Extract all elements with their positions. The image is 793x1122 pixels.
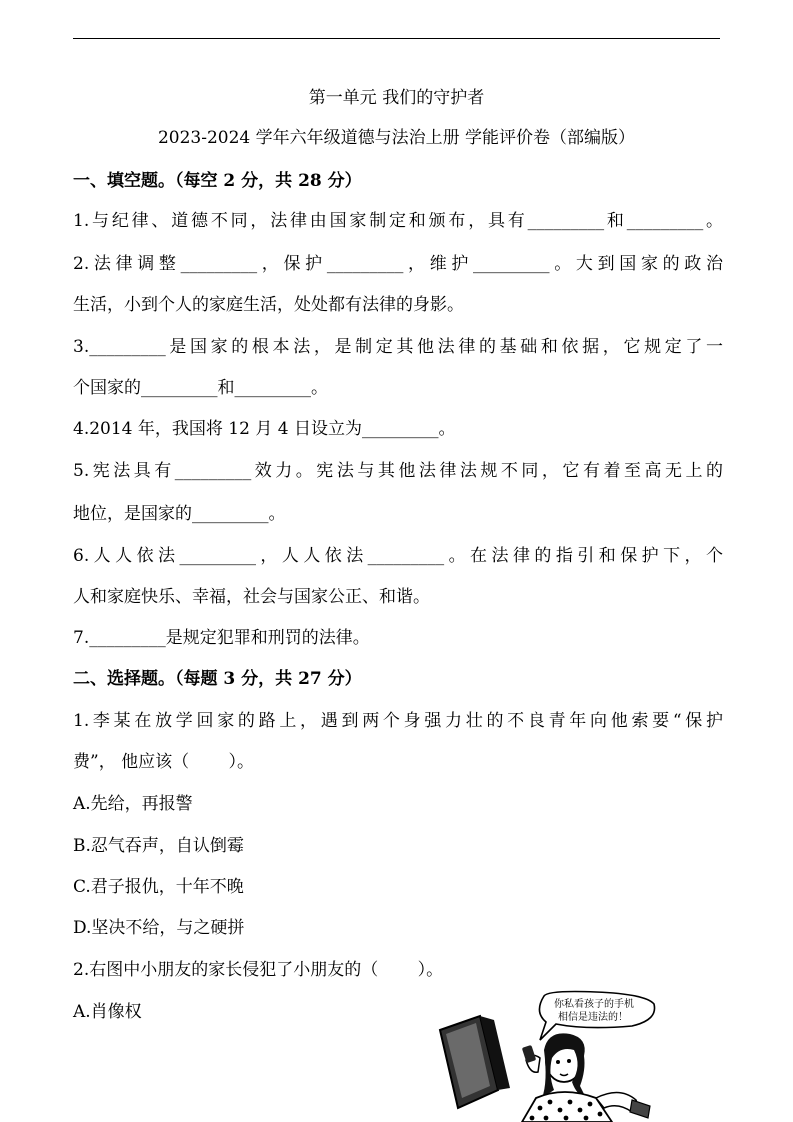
question-line: 人和家庭快乐、幸福，社会与国家公正、和谐。 — [73, 587, 430, 607]
speech-bubble-line: 相信是违法的！ — [558, 1012, 628, 1023]
question-line: 1.与纪律、道德不同，法律由国家制定和颁布，具有_________和_________。 — [73, 211, 723, 231]
question-line: 6.人人依法_________，人人依法_________。在法律的指引和保护下，个 — [73, 546, 723, 566]
question-line: 2.法律调整_________，保护_________，维护_________。大到国家的政治 — [73, 254, 723, 274]
question-line: 4.2014 年，我国将 12 月 4 日设立为_________。 — [73, 419, 456, 439]
option-a: A.肖像权 — [73, 1002, 142, 1022]
exam-title: 2023-2024 学年六年级道德与法治上册 学能评价卷（部编版） — [157, 128, 636, 148]
cartoon-illustration — [436, 990, 660, 1122]
question-stem: 2.右图中小朋友的家长侵犯了小朋友的（ ）。 — [73, 960, 444, 980]
option-a: A.先给，再报警 — [73, 794, 193, 814]
question-line: 7._________是规定犯罪和刑罚的法律。 — [73, 628, 370, 648]
question-line: 个国家的_________和_________。 — [73, 378, 328, 398]
question-line: 地位，是国家的_________。 — [73, 504, 286, 524]
question-line: 3._________是国家的根本法，是制定其他法律的基础和依据，它规定了一 — [73, 337, 723, 357]
option-d: D.坚决不给，与之硬拼 — [73, 918, 245, 938]
question-stem: 费”， 他应该（ ）。 — [73, 752, 254, 772]
option-c: C.君子报仇，十年不晚 — [73, 877, 244, 897]
question-stem: 1.李某在放学回家的路上，遇到两个身强力壮的不良青年向他索要“保护 — [73, 711, 723, 731]
section-2-heading: 二、选择题。（每题 3 分，共 27 分） — [73, 669, 362, 689]
speech-bubble-line: 你私看孩子的手机 — [554, 999, 634, 1010]
option-b: B.忍气吞声，自认倒霉 — [73, 836, 244, 856]
top-rule — [73, 38, 720, 39]
question-line: 5.宪法具有_________效力。宪法与其他法律法规不同，它有着至高无上的 — [73, 461, 723, 481]
section-1-heading: 一、填空题。（每空 2 分，共 28 分） — [73, 171, 362, 191]
question-line: 生活，小到个人的家庭生活，处处都有法律的身影。 — [73, 295, 464, 315]
unit-title: 第一单元 我们的守护者 — [308, 88, 485, 108]
